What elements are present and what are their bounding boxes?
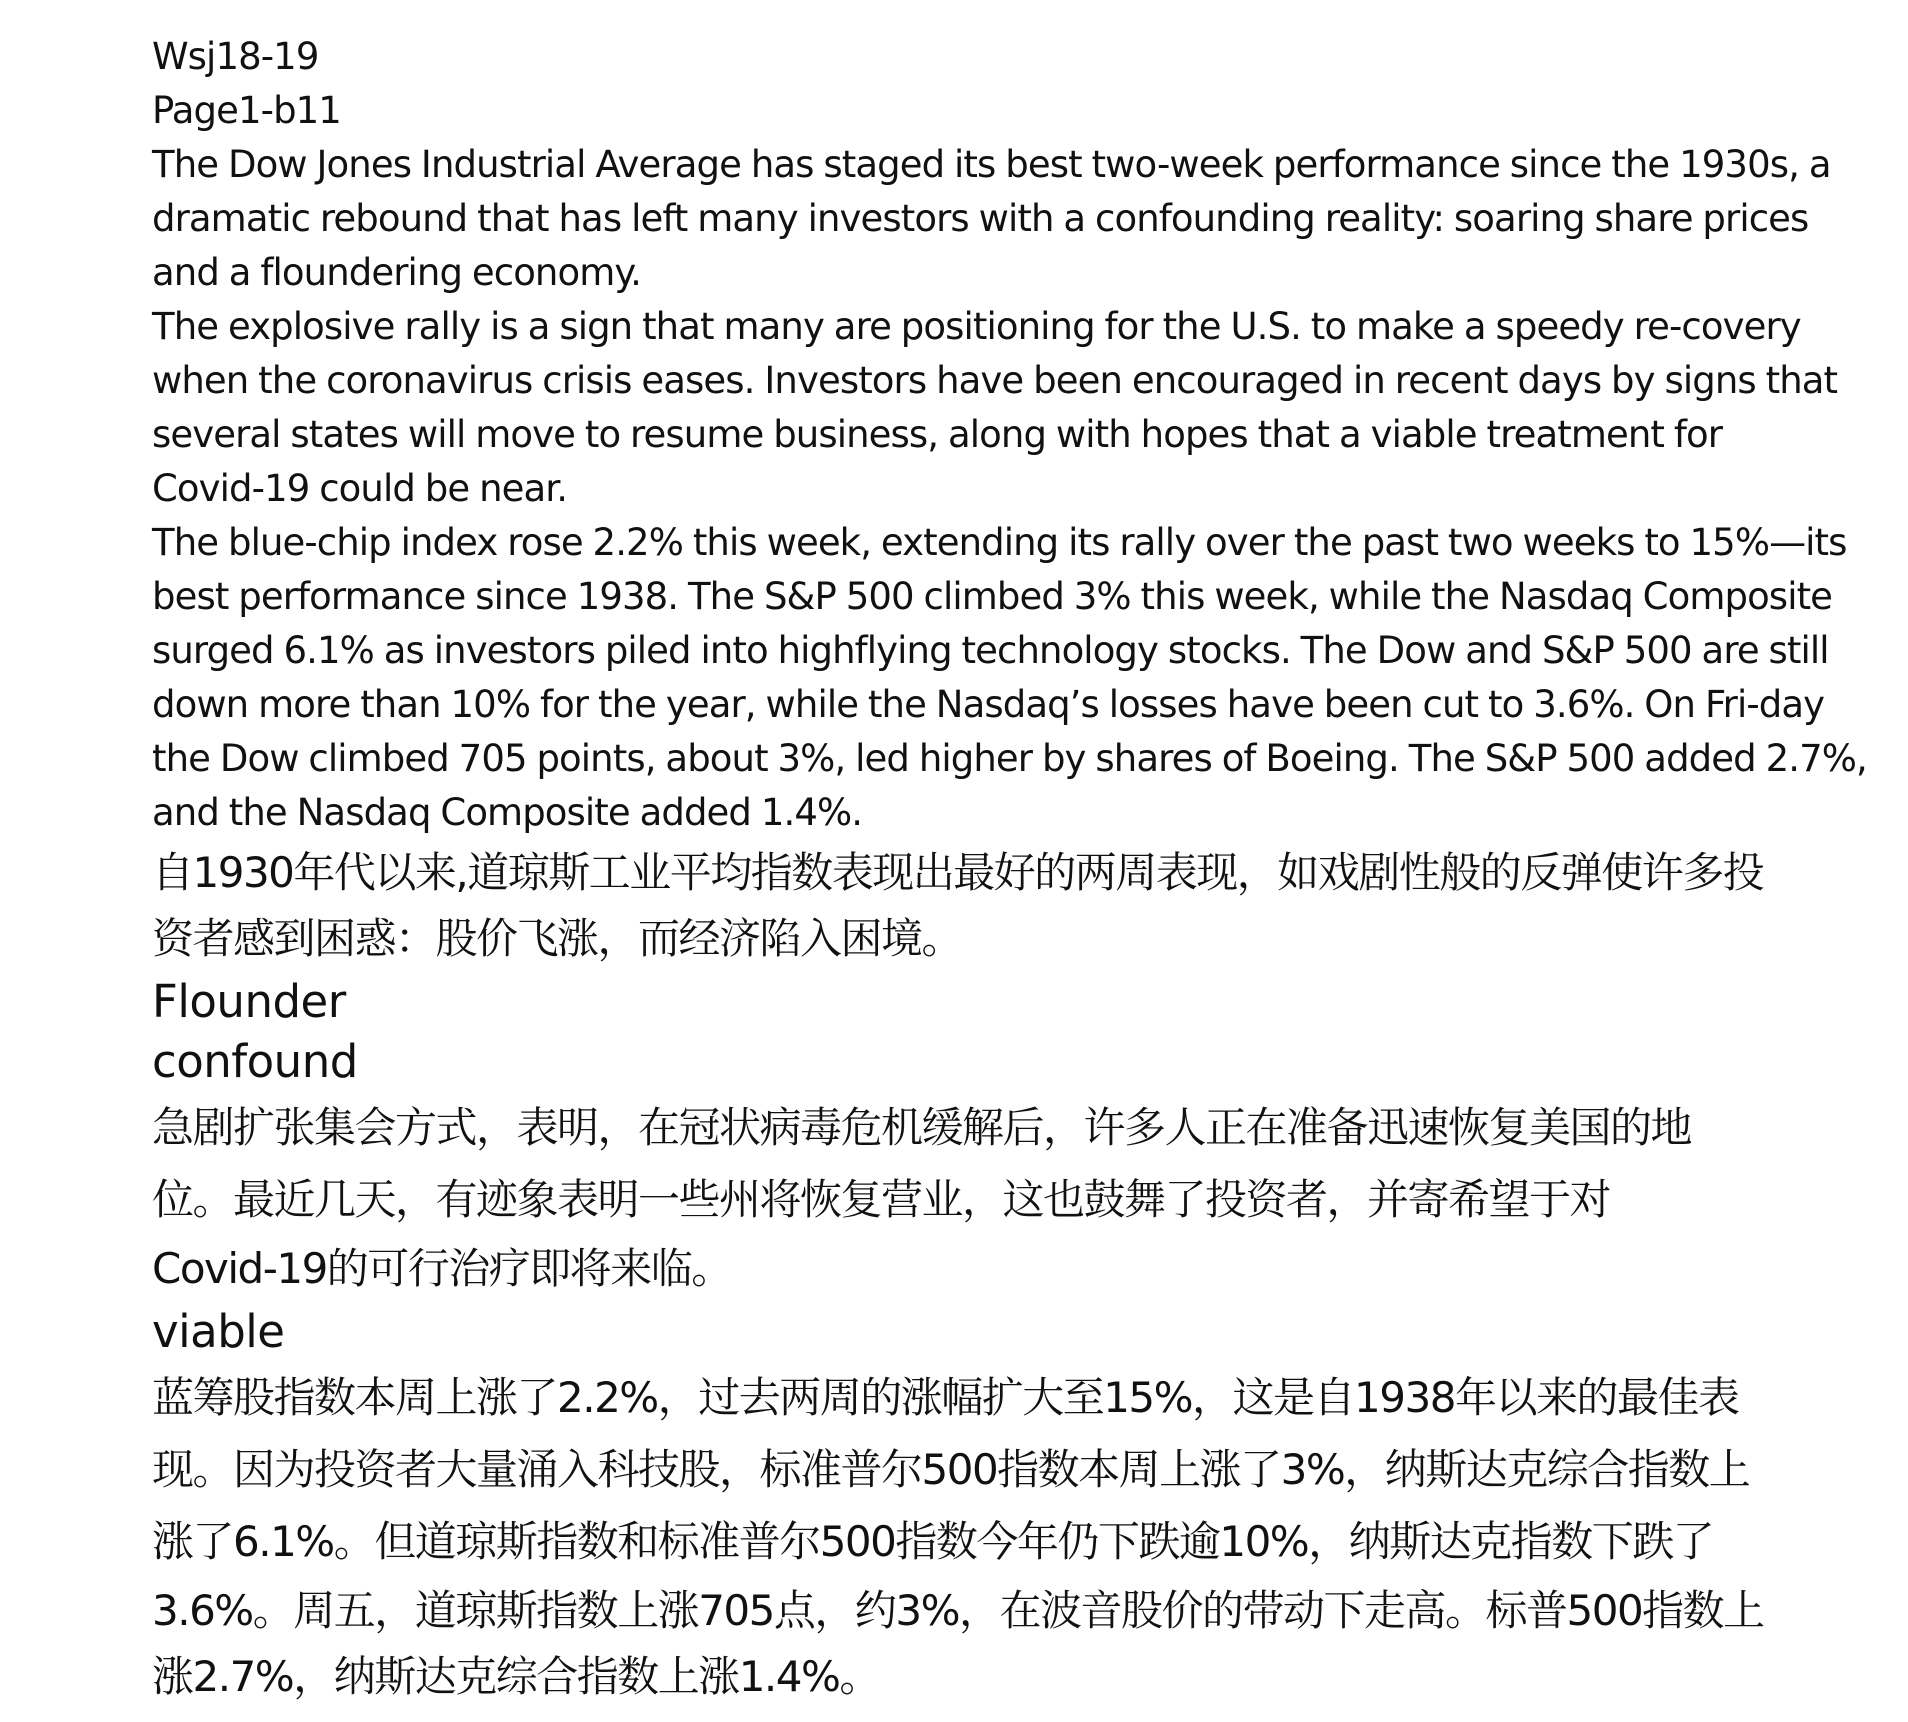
- chinese-paragraph-1: [152, 840, 1892, 972]
- text-line: The Dow Jones Industrial Average has staged its best two-week performance since the 1930s, a: [152, 143, 1831, 186]
- page-ref: Page1-b11: [152, 89, 341, 132]
- text-line: and a floundering economy.: [152, 251, 641, 294]
- text-line: The blue-chip index rose 2.2% this week, extending its rally over the past two weeks to 15%—its: [152, 521, 1847, 564]
- text-line: best performance since 1938. The S&P 500 climbed 3% this week, while the Nasdaq Composite: [152, 575, 1833, 618]
- text-line: and the Nasdaq Composite added 1.4%.: [152, 791, 863, 834]
- text-line: Covid-19 could be near.: [152, 467, 568, 510]
- text-line: 急剧扩张集会方式，表明，在冠状病毒危机缓解后，许多人正在准备迅速恢复美国的地: [152, 1103, 1692, 1152]
- text-line: surged 6.1% as investors piled into highflying technology stocks. The Dow and S&P 500 are still: [152, 629, 1829, 672]
- doc-id: Wsj18-19: [152, 35, 319, 78]
- text-line: 涨了6.1%。但道琼斯指数和标准普尔500指数今年仍下跌逾10%，纳斯达克指数下跌了: [152, 1517, 1714, 1566]
- english-paragraph-1: [152, 138, 1892, 300]
- document-body: [152, 30, 1892, 1710]
- text-line: 现。因为投资者大量涌入科技股，标准普尔500指数本周上涨了3%，纳斯达克综合指数上: [152, 1445, 1750, 1494]
- text-line: when the coronavirus crisis eases. Investors have been encouraged in recent days by signs that: [152, 359, 1838, 402]
- text-line: down more than 10% for the year, while the Nasdaq’s losses have been cut to 3.6%. On Fri-day: [152, 683, 1825, 726]
- english-paragraph-2: [152, 300, 1892, 516]
- chinese-paragraph-3: [152, 1362, 1892, 1710]
- vocab-word-viable: viable: [152, 1305, 285, 1358]
- english-paragraph-3: [152, 516, 1892, 840]
- text-line: 资者感到困惑：股价飞涨，而经济陷入困境。: [152, 914, 963, 963]
- vocab-word-flounder: Flounder: [152, 975, 346, 1028]
- text-line: several states will move to resume business, along with hopes that a viable treatment for: [152, 413, 1723, 456]
- text-line: 3.6%。周五，道琼斯指数上涨705点，约3%，在波音股价的带动下走高。标普500指数上: [152, 1586, 1764, 1635]
- text-line: 位。最近几天，有迹象表明一些州将恢复营业，这也鼓舞了投资者，并寄希望于对: [152, 1175, 1611, 1224]
- text-line: The explosive rally is a sign that many are positioning for the U.S. to make a speedy re-covery: [152, 305, 1801, 348]
- chinese-paragraph-2: [152, 1092, 1892, 1302]
- text-line: 涨2.7%，纳斯达克综合指数上涨1.4%。: [152, 1652, 880, 1701]
- text-line: 自1930年代以来,道琼斯工业平均指数表现出最好的两周表现，如戏剧性般的反弹使许多投: [152, 848, 1764, 897]
- text-line: Covid-19的可行治疗即将来临。: [152, 1244, 732, 1293]
- text-line: 蓝筹股指数本周上涨了2.2%，过去两周的涨幅扩大至15%，这是自1938年以来的最佳表: [152, 1373, 1739, 1422]
- vocab-word-confound: confound: [152, 1035, 358, 1088]
- text-line: the Dow climbed 705 points, about 3%, led higher by shares of Boeing. The S&P 500 added 2.7%,: [152, 737, 1867, 780]
- text-line: dramatic rebound that has left many investors with a confounding reality: soaring share prices: [152, 197, 1809, 240]
